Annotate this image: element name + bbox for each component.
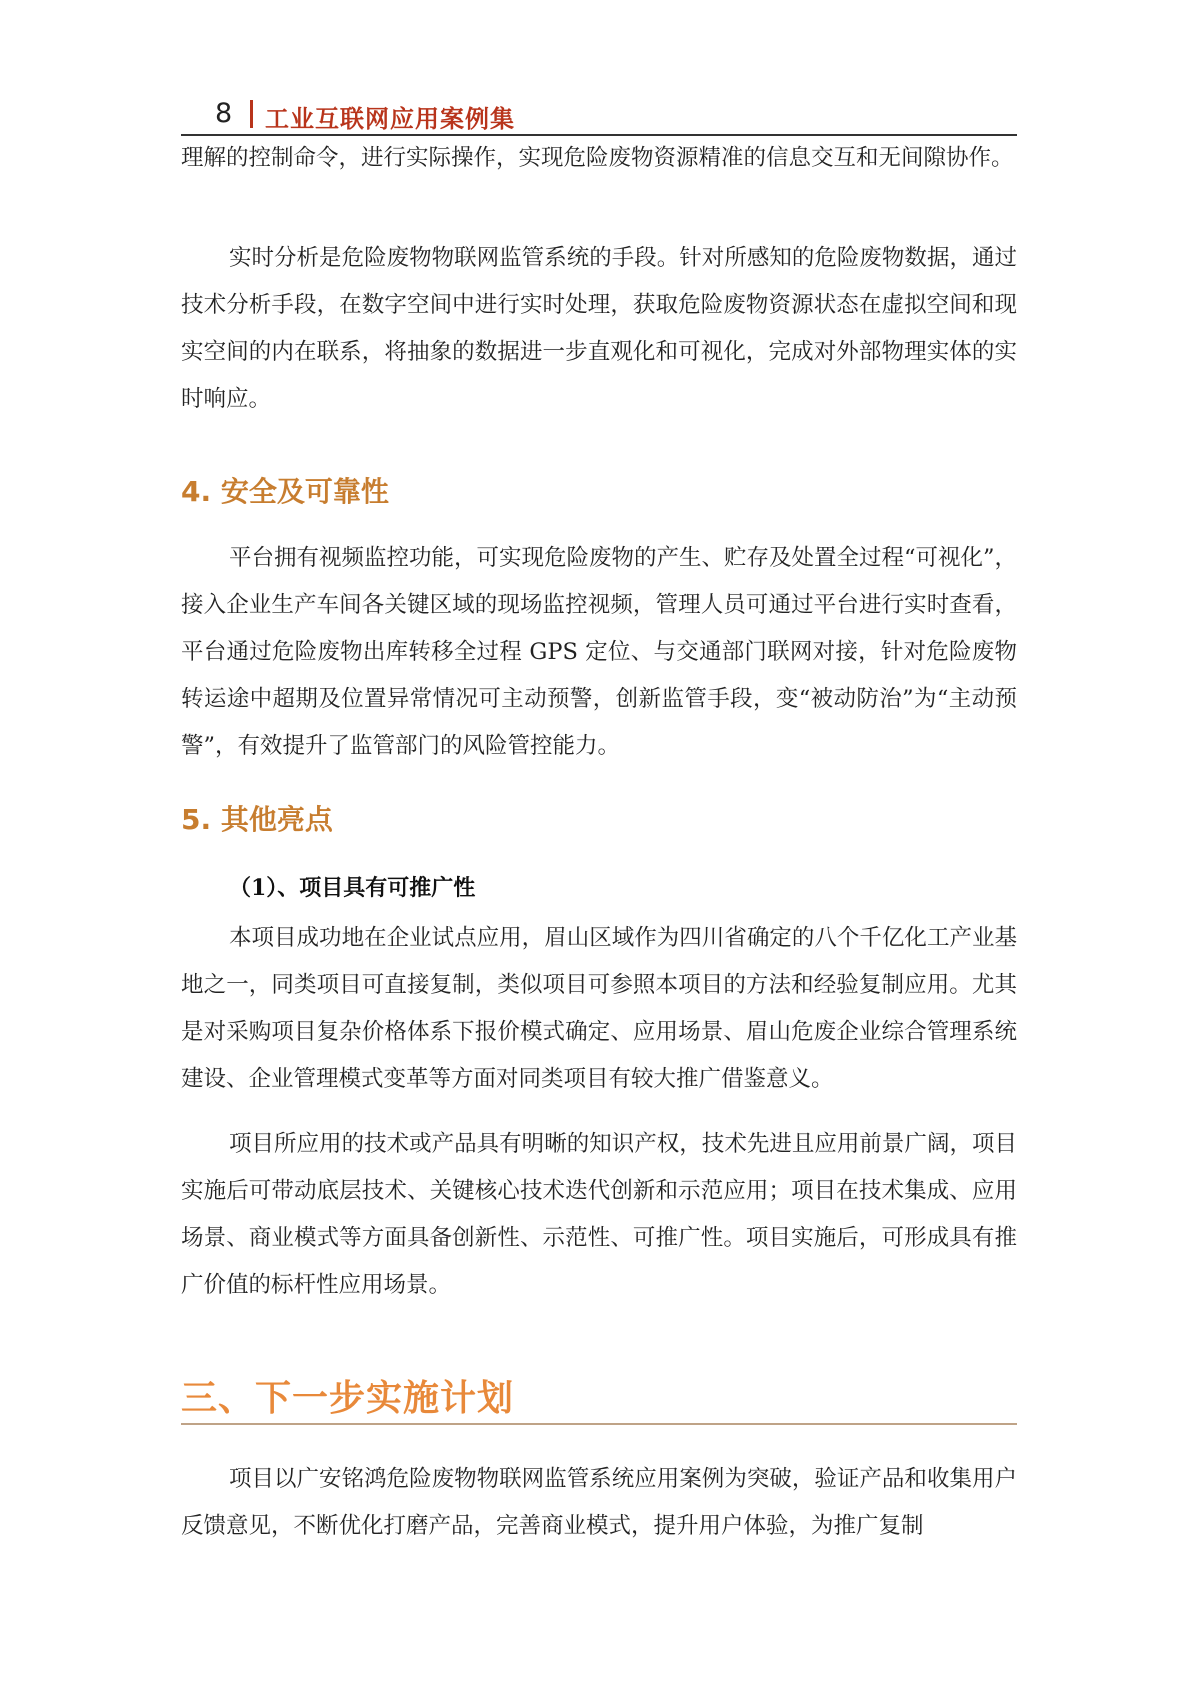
paragraph-pilot-application: 本项目成功地在企业试点应用，眉山区域作为四川省确定的八个千亿化工产业基地之一，同类项目可直接复制，类似项目可参照本项目的方法和经验复制应用。尤其是对采购项目复杂价格体系下报价模式确定、应用场景、眉山危废企业综合管理系统建设、企业管理模式变革等方面对同类项目有较大推广借鉴意义。 — [181, 925, 1017, 1092]
heading-security-reliability: 4. 安全及可靠性 — [181, 475, 389, 508]
paragraph-realtime-analysis: 实时分析是危险废物物联网监管系统的手段。针对所感知的危险废物数据，通过技术分析手段，在数字空间中进行实时处理，获取危险废物资源状态在虚拟空间和现实空间的内在联系，将抽象的数据进一步直观化和可视化，完成对外部物理实体的实时响应。 — [181, 245, 1017, 412]
chapter-heading-next-steps: 三、下一步实施计划 — [181, 1378, 515, 1419]
chapter-heading-rule — [181, 1423, 1017, 1425]
book-title: 工业互联网应用案例集 — [265, 105, 515, 133]
paragraph-ip-innovation: 项目所应用的技术或产品具有明晰的知识产权，技术先进且应用前景广阔，项目实施后可带动底层技术、关键核心技术迭代创新和示范应用；项目在技术集成、应用场景、商业模式等方面具备创新性、示范性、可推广性。项目实施后，可形成具有推广价值的标杆性应用场景。 — [181, 1131, 1017, 1298]
header-separator — [250, 100, 253, 128]
page-number: 8 — [215, 98, 233, 129]
heading-other-highlights: 5. 其他亮点 — [181, 803, 333, 836]
paragraph-next-plan: 项目以广安铭鸿危险废物物联网监管系统应用案例为突破，验证产品和收集用户反馈意见，不断优化打磨产品，完善商业模式，提升用户体验，为推广复制 — [181, 1466, 1017, 1539]
paragraph-video-monitoring: 平台拥有视频监控功能，可实现危险废物的产生、贮存及处置全过程“可视化”，接入企业生产车间各关键区域的现场监控视频，管理人员可通过平台进行实时查看，平台通过危险废物出库转移全过程 GPS 定位、与交通部门联网对接，针对危险废物转运途中超期及位置异常情况可主动预警，创新监管手段，变“被动防治”为“主动预警”，有效提升了监管部门的风险管控能力。 — [181, 545, 1018, 759]
subheading-replicability: （1）、项目具有可推广性 — [229, 875, 476, 901]
paragraph-continued: 理解的控制命令，进行实际操作，实现危险废物资源精准的信息交互和无间隙协作。 — [181, 145, 1014, 171]
page-header — [181, 94, 1017, 136]
